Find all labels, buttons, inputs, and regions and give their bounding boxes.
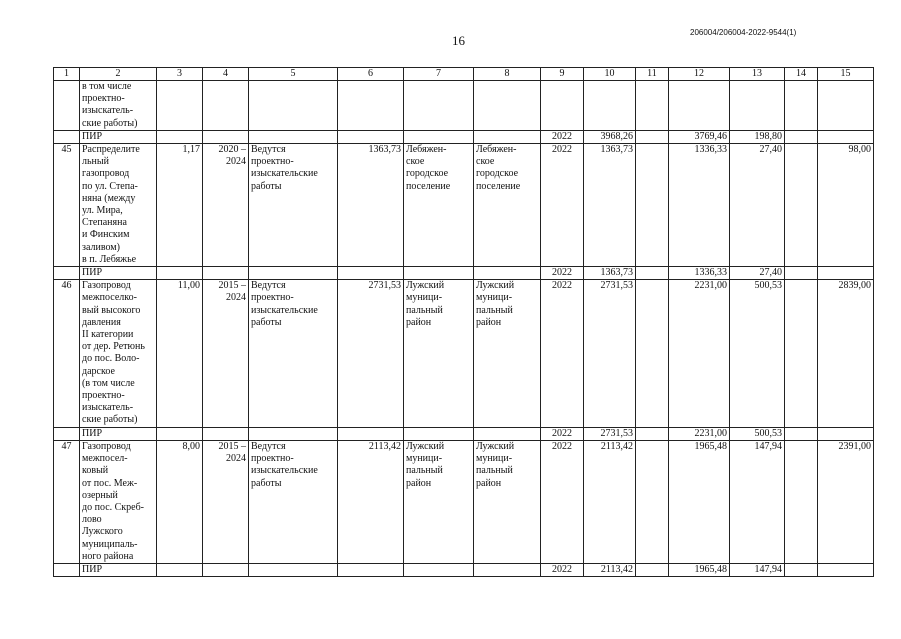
table-row — [54, 267, 874, 280]
header-cell: 2 — [80, 68, 157, 81]
cell-name: в том числе проектно- изыскатель- ские работы) — [80, 81, 157, 131]
cell-cost: 2731,53 — [338, 280, 404, 427]
cell-len — [157, 563, 203, 576]
cell-loc: 500,53 — [730, 280, 785, 427]
header-cell: 1 — [54, 68, 80, 81]
cell-loc: 500,53 — [730, 427, 785, 440]
header-cell: 7 — [404, 68, 474, 81]
cell-reg — [669, 81, 730, 131]
cell-need — [818, 427, 874, 440]
cell-year: 2022 — [541, 427, 584, 440]
cell-year: 2022 — [541, 144, 584, 267]
cell-cost — [338, 267, 404, 280]
cell-loc: 147,94 — [730, 563, 785, 576]
cell-mo2: Лужский муници- пальный район — [474, 440, 541, 563]
cell-name: ПИР — [80, 427, 157, 440]
cell-len: 11,00 — [157, 280, 203, 427]
cell-other — [785, 427, 818, 440]
cell-total: 1363,73 — [584, 267, 636, 280]
investment-table — [53, 67, 874, 577]
table-row — [54, 440, 874, 563]
table-row — [54, 427, 874, 440]
cell-year: 2022 — [541, 280, 584, 427]
cell-need: 2391,00 — [818, 440, 874, 563]
cell-cost: 2113,42 — [338, 440, 404, 563]
cell-n — [54, 130, 80, 143]
cell-status — [249, 563, 338, 576]
cell-other — [785, 440, 818, 563]
header-cell: 3 — [157, 68, 203, 81]
cell-n — [54, 81, 80, 131]
document-reference: 206004/206004-2022-9544(1) — [690, 28, 797, 37]
cell-status — [249, 267, 338, 280]
cell-fed — [636, 267, 669, 280]
cell-mo2 — [474, 130, 541, 143]
header-cell: 4 — [203, 68, 249, 81]
cell-loc: 27,40 — [730, 144, 785, 267]
page-number: 16 — [452, 33, 465, 48]
cell-reg: 1336,33 — [669, 144, 730, 267]
table-row — [54, 563, 874, 576]
cell-period — [203, 81, 249, 131]
cell-mo2: Лужский муници- пальный район — [474, 280, 541, 427]
cell-name: Газопровод межпоселко- вый высокого давления II категории от дер. Ретюнь до пос. Воло- дарское (в том числе проектно- изыскатель- ские работы) — [80, 280, 157, 427]
cell-n: 47 — [54, 440, 80, 563]
cell-year: 2022 — [541, 130, 584, 143]
cell-other — [785, 267, 818, 280]
table-row — [54, 130, 874, 143]
cell-len: 1,17 — [157, 144, 203, 267]
cell-mo2 — [474, 427, 541, 440]
header-cell: 9 — [541, 68, 584, 81]
cell-total: 2731,53 — [584, 280, 636, 427]
cell-other — [785, 130, 818, 143]
cell-reg: 1965,48 — [669, 440, 730, 563]
cell-cost — [338, 427, 404, 440]
cell-reg: 1965,48 — [669, 563, 730, 576]
cell-need — [818, 81, 874, 131]
header-cell: 10 — [584, 68, 636, 81]
cell-mo2 — [474, 563, 541, 576]
cell-year: 2022 — [541, 267, 584, 280]
cell-year — [541, 81, 584, 131]
cell-reg: 1336,33 — [669, 267, 730, 280]
cell-reg: 2231,00 — [669, 427, 730, 440]
cell-cost: 1363,73 — [338, 144, 404, 267]
cell-total: 2731,53 — [584, 427, 636, 440]
cell-len — [157, 130, 203, 143]
cell-period — [203, 427, 249, 440]
cell-other — [785, 144, 818, 267]
cell-loc — [730, 81, 785, 131]
cell-mo2 — [474, 267, 541, 280]
cell-n — [54, 427, 80, 440]
cell-status: Ведутся проектно- изыскательские работы — [249, 440, 338, 563]
cell-status — [249, 427, 338, 440]
cell-total: 1363,73 — [584, 144, 636, 267]
cell-loc: 27,40 — [730, 267, 785, 280]
header-cell: 8 — [474, 68, 541, 81]
header-cell: 12 — [669, 68, 730, 81]
cell-year: 2022 — [541, 563, 584, 576]
cell-need: 2839,00 — [818, 280, 874, 427]
cell-mo2: Лебяжен- ское городское поселение — [474, 144, 541, 267]
cell-need — [818, 267, 874, 280]
header-cell: 15 — [818, 68, 874, 81]
cell-name: ПИР — [80, 130, 157, 143]
cell-other — [785, 563, 818, 576]
cell-status: Ведутся проектно- изыскательские работы — [249, 280, 338, 427]
cell-total — [584, 81, 636, 131]
cell-total: 2113,42 — [584, 440, 636, 563]
cell-fed — [636, 144, 669, 267]
cell-len: 8,00 — [157, 440, 203, 563]
cell-n — [54, 267, 80, 280]
cell-name: Распределите льный газопровод по ул. Степа- няна (между ул. Мира, Степаняна и Финским заливом) в п. Лебяжье — [80, 144, 157, 267]
cell-period — [203, 130, 249, 143]
cell-cost — [338, 130, 404, 143]
cell-loc: 147,94 — [730, 440, 785, 563]
cell-period: 2020 – 2024 — [203, 144, 249, 267]
cell-period — [203, 563, 249, 576]
header-cell: 5 — [249, 68, 338, 81]
cell-other — [785, 280, 818, 427]
cell-status: Ведутся проектно- изыскательские работы — [249, 144, 338, 267]
cell-n: 46 — [54, 280, 80, 427]
cell-fed — [636, 130, 669, 143]
cell-fed — [636, 440, 669, 563]
cell-need — [818, 130, 874, 143]
cell-total: 2113,42 — [584, 563, 636, 576]
table-row — [54, 144, 874, 267]
cell-len — [157, 267, 203, 280]
cell-cost — [338, 563, 404, 576]
cell-mo1 — [404, 427, 474, 440]
cell-total: 3968,26 — [584, 130, 636, 143]
cell-mo1 — [404, 81, 474, 131]
cell-name: Газопровод межпосел- ковый от пос. Меж- озерный до пос. Скреб- лово Лужского муниципаль- ного района — [80, 440, 157, 563]
cell-mo1 — [404, 563, 474, 576]
header-cell: 11 — [636, 68, 669, 81]
cell-mo1 — [404, 267, 474, 280]
cell-n: 45 — [54, 144, 80, 267]
header-cell: 13 — [730, 68, 785, 81]
header-row — [54, 68, 874, 81]
cell-name: ПИР — [80, 563, 157, 576]
cell-need — [818, 563, 874, 576]
cell-len — [157, 81, 203, 131]
cell-fed — [636, 81, 669, 131]
cell-len — [157, 427, 203, 440]
header-cell: 6 — [338, 68, 404, 81]
cell-mo1 — [404, 130, 474, 143]
cell-period: 2015 – 2024 — [203, 280, 249, 427]
table-row — [54, 280, 874, 427]
cell-status — [249, 81, 338, 131]
cell-mo1: Лужский муници- пальный район — [404, 280, 474, 427]
cell-n — [54, 563, 80, 576]
cell-mo1: Лужский муници- пальный район — [404, 440, 474, 563]
cell-mo2 — [474, 81, 541, 131]
cell-need: 98,00 — [818, 144, 874, 267]
table-row — [54, 81, 874, 131]
cell-reg: 3769,46 — [669, 130, 730, 143]
cell-status — [249, 130, 338, 143]
cell-fed — [636, 563, 669, 576]
cell-fed — [636, 280, 669, 427]
cell-fed — [636, 427, 669, 440]
cell-reg: 2231,00 — [669, 280, 730, 427]
cell-period — [203, 267, 249, 280]
header-cell: 14 — [785, 68, 818, 81]
cell-other — [785, 81, 818, 131]
cell-year: 2022 — [541, 440, 584, 563]
cell-mo1: Лебяжен- ское городское поселение — [404, 144, 474, 267]
cell-period: 2015 – 2024 — [203, 440, 249, 563]
cell-loc: 198,80 — [730, 130, 785, 143]
cell-cost — [338, 81, 404, 131]
cell-name: ПИР — [80, 267, 157, 280]
